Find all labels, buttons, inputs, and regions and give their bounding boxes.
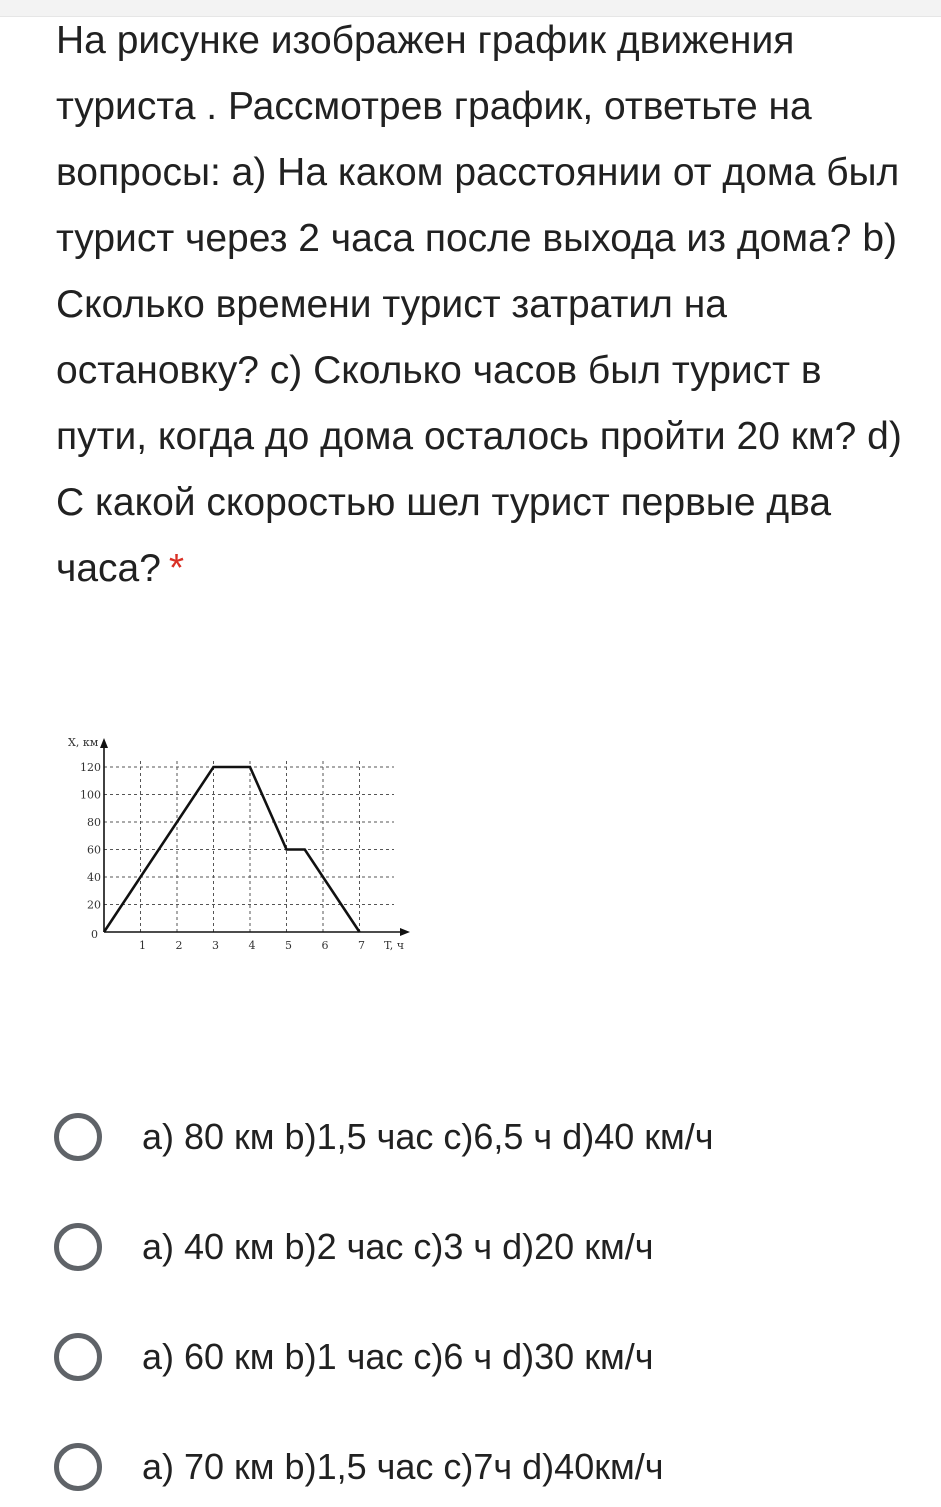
option-1[interactable] (54, 1082, 914, 1192)
option-label: а) 60 км b)1 час с)6 ч d)30 км/ч (142, 1336, 654, 1377)
x-axis-label: T, ч (384, 939, 404, 952)
y-axis-label: X, км (68, 736, 99, 749)
x-tick-label: 1 (139, 939, 146, 952)
distance-time-chart (56, 728, 436, 960)
y-axis-arrow (100, 738, 108, 748)
x-tick-label: 3 (212, 939, 219, 952)
y-tick-label: 60 (87, 843, 101, 857)
y-tick-label: 80 (87, 816, 101, 829)
question-text-block (56, 8, 906, 602)
x-tick-label: 5 (285, 939, 292, 952)
radio-button[interactable] (54, 1223, 102, 1271)
y-tick-label: 120 (80, 761, 101, 774)
y-tick-label: 20 (87, 898, 101, 912)
radio-button[interactable] (54, 1113, 102, 1161)
x-axis-arrow (400, 928, 410, 936)
origin-label: 0 (91, 928, 98, 941)
y-tick-label: 100 (80, 788, 101, 802)
option-3[interactable] (54, 1302, 914, 1412)
radio-button[interactable] (54, 1443, 102, 1491)
option-label: а) 40 км b)2 час с)3 ч d)20 км/ч (142, 1226, 654, 1267)
x-tick-label: 4 (248, 939, 256, 952)
answer-options (54, 1082, 914, 1507)
x-tick-label: 2 (175, 939, 183, 952)
option-2[interactable] (54, 1192, 914, 1302)
required-star: * (168, 547, 185, 590)
option-label: а) 70 км b)1,5 час с)7ч d)40км/ч (142, 1446, 664, 1487)
option-label: а) 80 км b)1,5 час с)6,5 ч d)40 км/ч (142, 1116, 714, 1157)
radio-button[interactable] (54, 1333, 102, 1381)
x-tick-label: 7 (358, 939, 365, 952)
x-tick-label: 6 (321, 939, 329, 952)
y-tick-label: 40 (87, 871, 101, 884)
chart-figure (56, 728, 436, 960)
question-text: На рисунке изображен график движения туриста . Рассмотрев график, ответьте на вопросы: а) На каком расстоянии от дома был турист через 2 часа после выхода из дома? b) Сколько времени турист затратил на остановку? с) Сколько часов был турист в пути, когда до дома осталось пройти 20 км? d) С какой скоростью шел турист первые два часа? (56, 19, 902, 590)
option-4[interactable] (54, 1412, 914, 1507)
